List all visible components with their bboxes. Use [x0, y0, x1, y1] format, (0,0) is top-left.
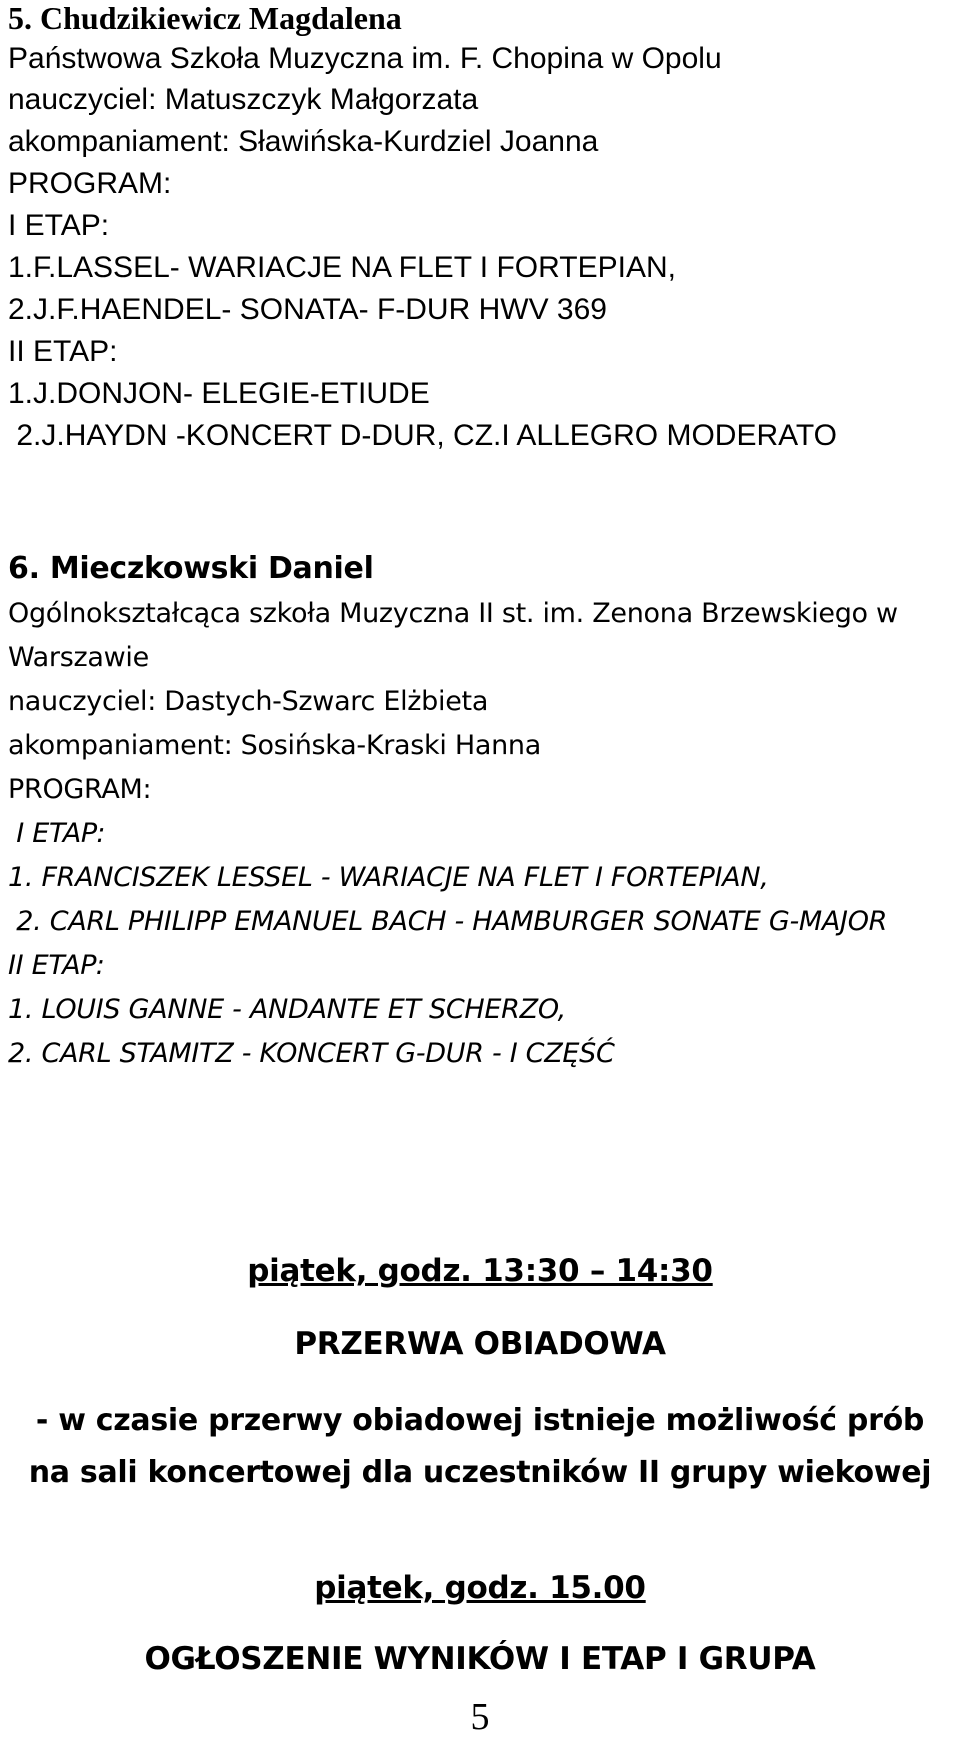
entry6-teacher: nauczyciel: Dastych-Szwarc Elżbieta: [8, 686, 489, 717]
break-note-line2: na sali koncertowej dla uczestników II grupy wiekowej: [28, 1455, 932, 1490]
entry5-stage1-label: I ETAP:: [8, 209, 110, 242]
entry6-stage2-item: 2. CARL STAMITZ - KONCERT G-DUR - I CZĘŚĆ: [8, 1038, 615, 1069]
break-time: [0, 1253, 960, 1289]
entry6-school-line1: Ogólnokształcąca szkoła Muzyczna II st. im. Zenona Brzewskiego w: [8, 598, 898, 629]
entry6-heading: 6. Mieczkowski Daniel: [8, 551, 374, 586]
entry5-teacher: nauczyciel: Matuszczyk Małgorzata: [8, 83, 479, 116]
entry6-stage1-item: 1. FRANCISZEK LESSEL - WARIACJE NA FLET I FORTEPIAN,: [8, 862, 769, 893]
entry6-school-line2: Warszawie: [8, 642, 149, 673]
entry6-program-label: PROGRAM:: [8, 774, 152, 805]
entry5-stage2-label: II ETAP:: [8, 335, 118, 368]
results-time: [0, 1570, 960, 1606]
page-number: 5: [470, 1696, 490, 1738]
entry5-program-label: PROGRAM:: [8, 167, 172, 200]
entry5-stage1-item: 2.J.F.HAENDEL- SONATA- F-DUR HWV 369: [8, 293, 607, 326]
entry6-stage1-label: I ETAP:: [8, 818, 106, 849]
break-time-text: piątek, godz. 13:30 – 14:30: [247, 1253, 713, 1289]
entry5-school: Państwowa Szkoła Muzyczna im. F. Chopina w Opolu: [8, 42, 722, 75]
break-title: PRZERWA OBIADOWA: [294, 1326, 666, 1362]
entry6-stage2-label: II ETAP:: [8, 950, 105, 981]
entry5-stage1-item: 1.F.LASSEL- WARIACJE NA FLET I FORTEPIAN,: [8, 251, 676, 284]
entry5-heading: 5. Chudzikiewicz Magdalena: [8, 0, 402, 36]
entry5-stage2-item: 2.J.HAYDN -KONCERT D-DUR, CZ.I ALLEGRO MODERATO: [8, 419, 838, 452]
break-note-line1: - w czasie przerwy obiadowej istnieje możliwość prób: [35, 1403, 925, 1438]
entry6-accompaniment: akompaniament: Sosińska-Kraski Hanna: [8, 730, 541, 761]
results-time-text: piątek, godz. 15.00: [314, 1570, 646, 1606]
entry5-stage2-item: 1.J.DONJON- ELEGIE-ETIUDE: [8, 377, 430, 410]
entry5-accompaniment: akompaniament: Sławińska-Kurdziel Joanna: [8, 125, 599, 158]
results-title: OGŁOSZENIE WYNIKÓW I ETAP I GRUPA: [144, 1641, 816, 1677]
entry6-stage2-item: 1. LOUIS GANNE - ANDANTE ET SCHERZO,: [8, 994, 566, 1025]
entry6-stage1-item: 2. CARL PHILIPP EMANUEL BACH - HAMBURGER SONATE G-MAJOR: [8, 906, 888, 937]
